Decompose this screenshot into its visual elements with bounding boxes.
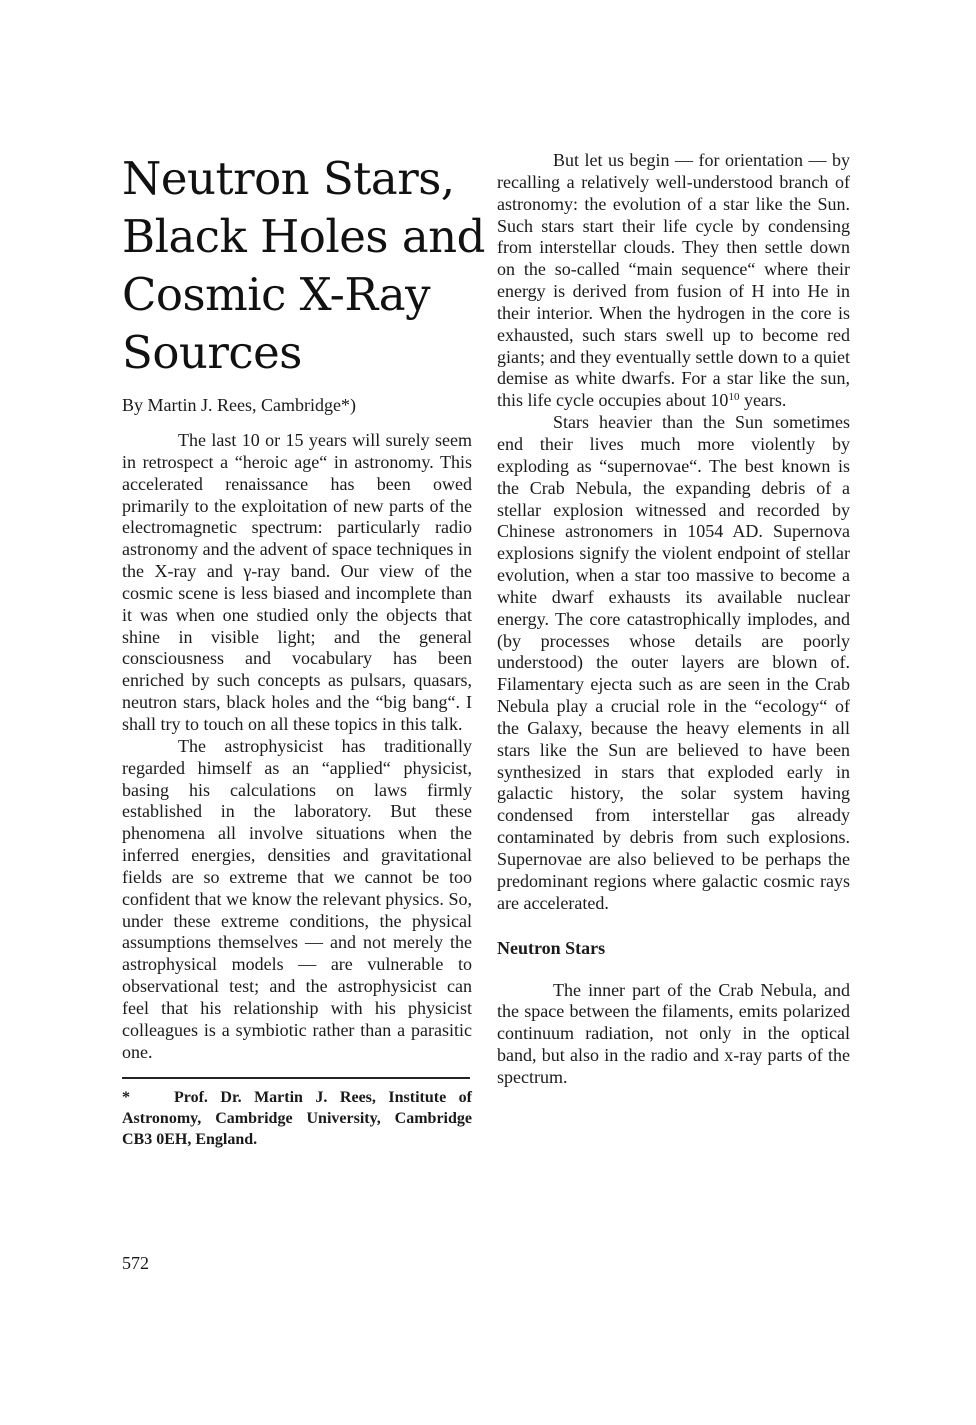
exponent: 10 — [728, 391, 740, 404]
body-paragraph: The last 10 or 15 years will surely seem in retrospect a “heroic age“ in astronomy. This accelerated renaissance has been owed primarily to the exploitation of new parts of the electromagnetic spectrum: particularly radio astronomy and the advent of space techniques in the X-ray and γ-ray band. Our view of the cosmic scene is less biased and incomplete than it was when one studied only the objects that shine in visible light; and the general consciousness and vocabulary has been enriched by such concepts as pulsars, quasars, neutron stars, black holes and the “big bang“. I shall try to touch on all these topics in this talk. — [122, 430, 472, 734]
title-line: Cosmic X-Ray — [122, 268, 430, 321]
body-paragraph: The astrophysicist has traditionally regarded himself as an “applied“ physicist, basing his calculations on laws firmly established in the laboratory. But these phenomena all involve situations when the inferred energies, densities and gravitational fields are so extreme that we cannot be too confident that we know the relevant physics. So, under these extreme conditions, the physical assumptions themselves — and not merely the astrophysical models — are vulnerable to observational test; and the astrophysicist can feel that his relationship with his physicist colleagues is a symbiotic rather than a parasitic one. — [122, 735, 472, 1062]
paragraph-text: But let us begin — for orientation — by recalling a relatively well-understood branch of astronomy: the evolution of a star like the Sun. Such stars start their life cycle by condensing from interstellar clouds. They then settle down on the so-called “main sequence“ where their energy is derived from fusion of H into He in their interior. When the hydrogen in the core is exhausted, such stars swell up to become red giants; and they eventually settle down to a quiet demise as white dwarfs. For a star like the sun, this life cycle occupies about 10 — [497, 150, 850, 411]
page-number: 572 — [122, 1253, 149, 1273]
author-byline: By Martin J. Rees, Cambridge*) — [122, 395, 356, 415]
title-line: Black Holes and — [122, 210, 485, 263]
body-paragraph: The inner part of the Crab Nebula, and the space between the filaments, emits polarized continuum radiation, not only in the optical band, but also in the radio and x-ray parts of the spectrum. — [497, 979, 850, 1087]
body-paragraph — [497, 150, 850, 412]
right-column — [497, 150, 850, 1089]
author-footnote — [122, 1087, 472, 1150]
body-paragraph: Stars heavier than the Sun sometimes end their lives much more violently by exploding as “supernovae“. The best known is the Crab Nebula, the expanding debris of a stellar explosion witnessed and recorded by Chinese astronomers in 1054 AD. Supernova explosions signify the violent endpoint of stellar evolution, when a star too massive to become a white dwarf exhausts its available nuclear energy. The core catastrophically implodes, and (by processes whose details are poorly understood) the outer layers are blown of. Filamentary ejecta such as are seen in the Crab Nebula play a crucial role in the “ecology“ of the Galaxy, because the heavy elements in all stars like the Sun are believed to have been synthesized in stars that exploded early in galactic history, the solar system having condensed from interstellar gas already contaminated by debris from such explosions. Supernovae are also believed to be perhaps the predominant regions where galactic cosmic rays are accelerated. — [497, 412, 850, 913]
paragraph-text: years. — [739, 390, 787, 411]
title-line: Neutron Stars, — [122, 152, 455, 205]
left-column — [122, 150, 485, 1150]
footnote-divider — [122, 1077, 470, 1079]
article-title — [122, 150, 485, 382]
title-line: Sources — [122, 326, 302, 379]
footnote-text: Prof. Dr. Martin J. Rees, Institute of Astronomy, Cambridge University, Cambridge CB3 0EH, England. — [122, 1089, 472, 1149]
footnote-mark: * — [122, 1089, 130, 1107]
section-heading: Neutron Stars — [497, 937, 606, 958]
